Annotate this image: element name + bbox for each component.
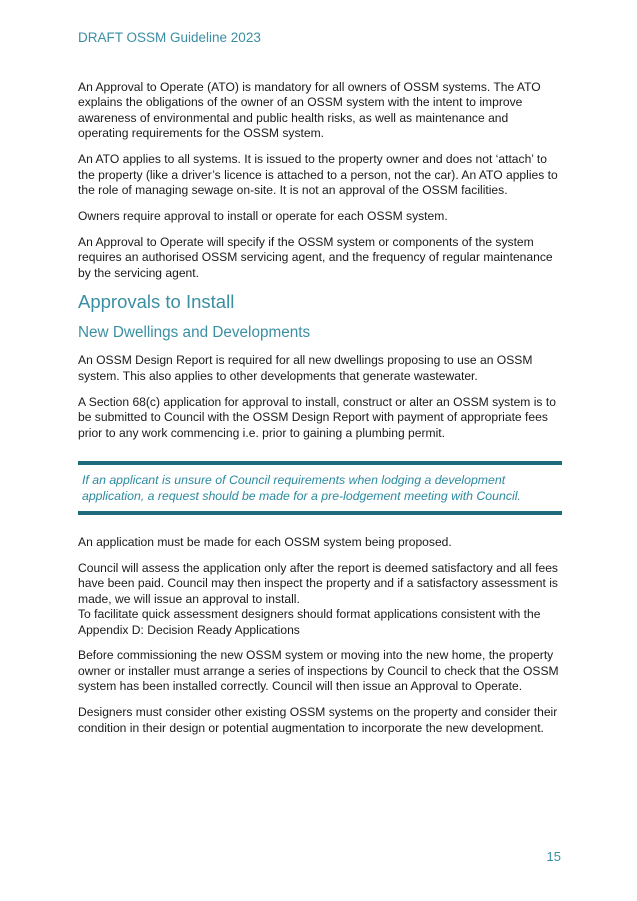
paragraph-council-assess: Council will assess the application only after the report is deemed satisfactory and all fees have been paid. Council may then inspect the property and if a satisfactory assessment is made, we will issue an approval to install. (78, 560, 558, 606)
paragraph-commissioning: Before commissioning the new OSSM system or moving into the new home, the property owner or installer must arrange a series of inspections by Council to check that the OSSM system has been installed correctly. Council will then issue an Approval to Operate. (78, 648, 559, 694)
section-heading: Approvals to Install (78, 291, 235, 313)
paragraph-decision-ready: To facilitate quick assessment designers should format applications consistent with the Appendix D: Decision Ready Applications (78, 607, 541, 637)
paragraph-ato-servicing: An Approval to Operate will specify if the OSSM system or components of the system requires an authorised OSSM servicing agent, and the frequency of regular maintenance by the servicing agent. (78, 234, 553, 280)
subsection-heading: New Dwellings and Developments (78, 324, 311, 342)
paragraph-ato-definition: An Approval to Operate (ATO) is mandatory for all owners of OSSM systems. The ATO explains the obligations of the owner of an OSSM system with the intent to improve awareness of environmental and public health risks, as well as maintenance and operating requirements for the OSSM system. (78, 80, 541, 141)
paragraph-section-68c: A Section 68(c) application for approval to install, construct or alter an OSSM system is to be submitted to Council with the OSSM Design Report with payment of appropriate fees prior to any work commencing i.e. prior to gaining a plumbing permit. (78, 394, 556, 440)
running-header: DRAFT OSSM Guideline 2023 (78, 30, 261, 45)
paragraph-ato-applies: An ATO applies to all systems. It is issued to the property owner and does not ‘attach’ to the property (like a driver’s licence is attached to a person, not the car). An ATO applies to the role of managing sewage on-site. It is not an approval of the OSSM facilities. (78, 152, 558, 197)
paragraph-application-each: An application must be made for each OSSM system being proposed. (78, 535, 452, 549)
page-number: 15 (546, 849, 561, 864)
page-body (78, 80, 562, 746)
paragraph-owners-approval: Owners require approval to install or operate for each OSSM system. (78, 208, 448, 223)
paragraph-existing-systems: Designers must consider other existing OSSM systems on the property and consider their condition in their design or potential augmentation to incorporate the new development. (78, 705, 558, 735)
callout-box: If an applicant is unsure of Council requirements when lodging a development application, a request should be made for a pre-lodgement meeting with Council. (78, 461, 562, 515)
paragraph-design-report: An OSSM Design Report is required for all new dwellings proposing to use an OSSM system. This also applies to other developments that generate wastewater. (78, 353, 533, 383)
